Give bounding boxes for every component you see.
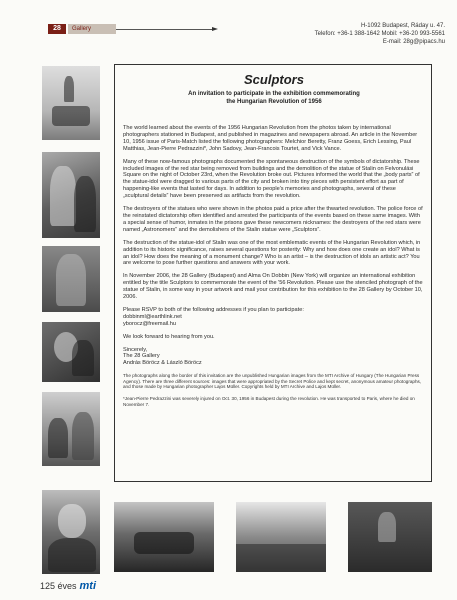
archive-photo-bust bbox=[42, 322, 100, 382]
signature-org: The 28 Gallery bbox=[123, 353, 160, 360]
archive-photo-workshop bbox=[42, 246, 100, 312]
archive-photo-toppled-statue bbox=[114, 502, 214, 572]
paragraph: Many of these now-famous photographs documented the spontaneous destruction of the symbols of dictatorship. These included images of the red star being removed from buildings and the demolition of the statue of Stalin on Felvonulási Square on the night of October 23rd, when the Revolution broke out. Pictures informed the world that the „body parts” of the statue-idol were dragged to various parts of the city and broken into tiny pieces with persistent effort as part of happening-like events that lasted for days. In addition to people's memories and photographs, several of these „sculptural details” have been preserved as artifacts from the revolution. bbox=[123, 158, 420, 200]
contact-address: H-1092 Budapest, Ráday u. 47. bbox=[360, 23, 445, 29]
contact-block bbox=[315, 22, 445, 46]
paragraph: In November 2006, the 28 Gallery (Budapest) and Alma On Dobbin (New York) will organize an international exhibition entitled by the title Sculptors to commemorate the event of the '56 Revolution. Please use the stenciled photograph of the statue of Stalin, in some way in your artwork and mail your contribution for this exhibition to the 28 Gallery by October 10, 2006. bbox=[123, 273, 423, 301]
header-rule bbox=[116, 29, 214, 30]
photo-caption: The photographs along the border of this invitation are the unpublished Hungarian images from the MTI Archive of Hungary (The Hungarian Press Agency). There are three different sources: images that were appropriated by the Secret Police and kept secret, anonymous amateur photographs, and those made by Hungarian photographer Lajos Müller. Copyrights held by MTI Archive and Lajos Müller. bbox=[123, 373, 422, 390]
article-subtitle bbox=[115, 90, 433, 106]
paragraph: The destruction of the statue-idol of Stalin was one of the most emblematic events of the Hungarian Revolution which, in addition to its historic significance, raises several questions for posterity: Why and how does one create an idol? What is an idol? How does the meaning of a monument change? Who is an artist – is the destruction of idols an artistic act? You are welcome to pose further questions and answers with your work. bbox=[123, 239, 421, 267]
email-link[interactable]: yborocz@freemail.hu bbox=[123, 320, 176, 327]
closing: Sincerely, bbox=[123, 346, 148, 353]
signature-names: András Böröcz & László Böröcz bbox=[123, 360, 202, 367]
paragraph: The world learned about the events of the 1956 Hungarian Revolution from the photos taken by international photographers stationed in Budapest, and published in magazines and newspapers abroad. An article in the November 10, 1956 issue of Paris-Match listed the following photographers: Melchior Beretty, Franz Goess, Erich Lessing, Paul Matthias, Jean-Pierre Pedrazzini*, John Sadovy, Jean-Francois Tourtet, and Vick Vance. bbox=[123, 125, 418, 152]
article-title: Sculptors bbox=[244, 72, 304, 87]
archive-photo-crowd-square bbox=[236, 502, 326, 572]
contact-email: E-mail: 28g@pipacs.hu bbox=[382, 39, 445, 45]
footnote: *Jean-Pierre Pedrazzini was severely injured on Oct. 30, 1956 in Budapest during the revolution. He was transported to Paris, where he died on November 7. bbox=[123, 396, 415, 407]
footer-anniversary-text: 125 éves bbox=[40, 581, 77, 591]
email-link[interactable]: dobbinml@earthlink.net bbox=[123, 313, 182, 320]
contact-phone: Telefon: +36-1 388-1642 Mobil: +36-20 993-5561 bbox=[314, 31, 445, 37]
archive-photo-sculptor bbox=[42, 152, 100, 238]
subtitle-line-1: An invitation to participate in the exhibition commemorating bbox=[188, 91, 360, 97]
article-body bbox=[123, 125, 423, 413]
page-number: 28 bbox=[48, 24, 66, 34]
mti-logo: mti bbox=[79, 580, 97, 592]
pen-icon bbox=[212, 27, 218, 31]
archive-photo-stalin-bust bbox=[42, 490, 100, 574]
archive-photo-studio bbox=[42, 392, 100, 466]
page-header bbox=[48, 24, 220, 34]
archive-photo-demonstration bbox=[348, 502, 432, 572]
section-label: Gallery bbox=[68, 24, 116, 34]
rsvp-text: Please RSVP to both of the following addresses if you plan to participate: bbox=[123, 306, 304, 313]
archive-photo-statue-pedestal bbox=[42, 66, 100, 140]
subtitle-line-2: the Hungarian Revolution of 1956 bbox=[226, 99, 322, 105]
looking-forward: We look forward to hearing from you. bbox=[123, 333, 215, 340]
footer bbox=[40, 580, 96, 592]
paragraph: The destroyers of the statues who were shown in the photos paid a price after the thwarted revolution. The police force of the reinstated dictatorship often identified and arrested the participants of the events based on these same images. With a special sense of humor, inmates in the prisons gave these newcomers nicknames: the destroyers of the red stars were named „Astronomers” and the demolishers of the Stalin statue were „Sculptors”. bbox=[123, 206, 423, 233]
invitation-box bbox=[114, 64, 432, 482]
